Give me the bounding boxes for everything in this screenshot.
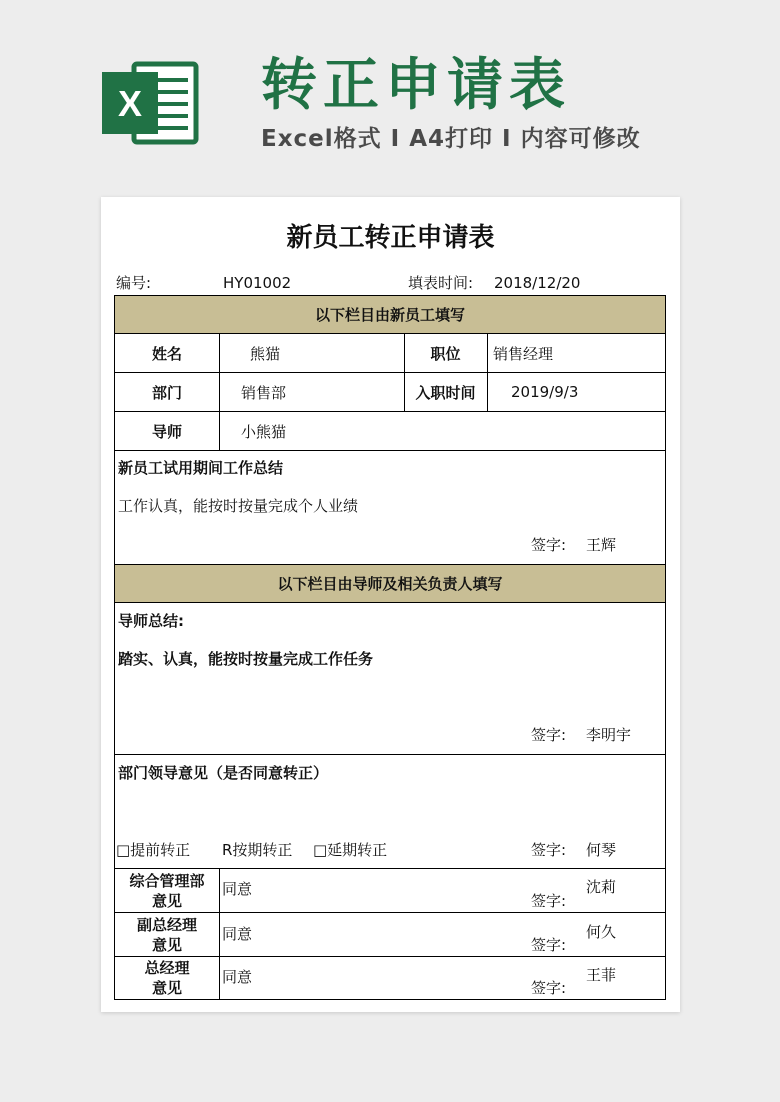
approval-row-deputy-gm <box>115 913 665 957</box>
date-label: 填表时间: <box>408 274 474 292</box>
mentor-label: 导师 <box>151 422 182 441</box>
mentor-summary-block <box>115 603 665 755</box>
approval-opinion[interactable]: 同意 <box>222 880 253 898</box>
section-header-text: 以下栏目由新员工填写 <box>314 306 465 324</box>
section-header-text: 以下栏目由导师及相关负责人填写 <box>277 575 503 593</box>
document-title: 新员工转正申请表 <box>286 223 495 253</box>
banner-title: 转正申请表 <box>261 53 571 118</box>
approval-label-line2: 意见 <box>151 891 182 910</box>
approval-sign-value[interactable]: 王菲 <box>586 966 617 984</box>
option-early-checkbox[interactable]: □提前转正 <box>116 841 191 859</box>
join-date-value[interactable]: 2019/9/3 <box>511 383 579 401</box>
svg-text:X: X <box>117 83 143 124</box>
employee-sign-label: 签字: <box>531 536 567 554</box>
approval-sign-value[interactable]: 何久 <box>586 923 617 941</box>
approval-opinion[interactable]: 同意 <box>222 968 253 986</box>
number-label: 编号: <box>116 274 152 292</box>
dept-sign-value[interactable]: 何琴 <box>586 841 617 859</box>
mentor-sign-label: 签字: <box>531 726 567 744</box>
approval-opinion[interactable]: 同意 <box>222 925 253 943</box>
position-value[interactable]: 销售经理 <box>493 344 554 363</box>
table-row <box>115 334 665 373</box>
banner-subtitle: Excel格式 I A4打印 I 内容可修改 <box>261 126 641 152</box>
option-delay-checkbox[interactable]: □延期转正 <box>313 841 388 859</box>
document-page <box>101 197 680 1012</box>
approval-sign-label: 签字: <box>531 979 567 997</box>
dept-opinion-block <box>115 755 665 869</box>
approval-row-gm <box>115 957 665 999</box>
date-value: 2018/12/20 <box>494 274 581 292</box>
mentor-value[interactable]: 小熊猫 <box>241 422 287 441</box>
mentor-summary-text[interactable]: 踏实、认真，能按时按量完成工作任务 <box>118 650 374 668</box>
dept-label: 部门 <box>151 383 182 402</box>
section-header-mentor <box>115 565 665 603</box>
application-form <box>114 295 666 1000</box>
name-label: 姓名 <box>151 344 182 363</box>
table-row <box>115 412 665 451</box>
approval-label-line2: 意见 <box>151 935 182 954</box>
employee-summary-label: 新员工试用期间工作总结 <box>118 459 284 477</box>
section-header-new-employee <box>115 296 665 334</box>
join-date-label: 入职时间 <box>415 383 476 402</box>
approval-label-line1: 副总经理 <box>136 915 197 934</box>
employee-sign-value[interactable]: 王辉 <box>586 536 617 554</box>
mentor-sign-value[interactable]: 李明宇 <box>586 726 632 744</box>
table-row <box>115 373 665 412</box>
approval-sign-label: 签字: <box>531 936 567 954</box>
approval-label-line1: 综合管理部 <box>129 871 205 890</box>
excel-logo-icon <box>98 58 200 148</box>
name-value[interactable]: 熊猫 <box>250 344 281 363</box>
employee-summary-block <box>115 451 665 565</box>
approval-sign-label: 签字: <box>531 892 567 910</box>
dept-value[interactable]: 销售部 <box>241 383 287 402</box>
number-value: HY01002 <box>223 274 292 292</box>
option-ontime-checkbox[interactable]: R按期转正 <box>222 841 293 859</box>
approval-sign-value[interactable]: 沈莉 <box>586 878 617 896</box>
mentor-summary-label: 导师总结: <box>118 612 184 630</box>
employee-summary-text[interactable]: 工作认真，能按时按量完成个人业绩 <box>118 497 359 515</box>
position-label: 职位 <box>430 344 461 363</box>
approval-row-admin <box>115 869 665 913</box>
dept-sign-label: 签字: <box>531 841 567 859</box>
approval-label-line2: 意见 <box>151 979 182 997</box>
approval-label-line1: 总经理 <box>144 959 190 977</box>
dept-opinion-label: 部门领导意见（是否同意转正） <box>118 764 329 782</box>
